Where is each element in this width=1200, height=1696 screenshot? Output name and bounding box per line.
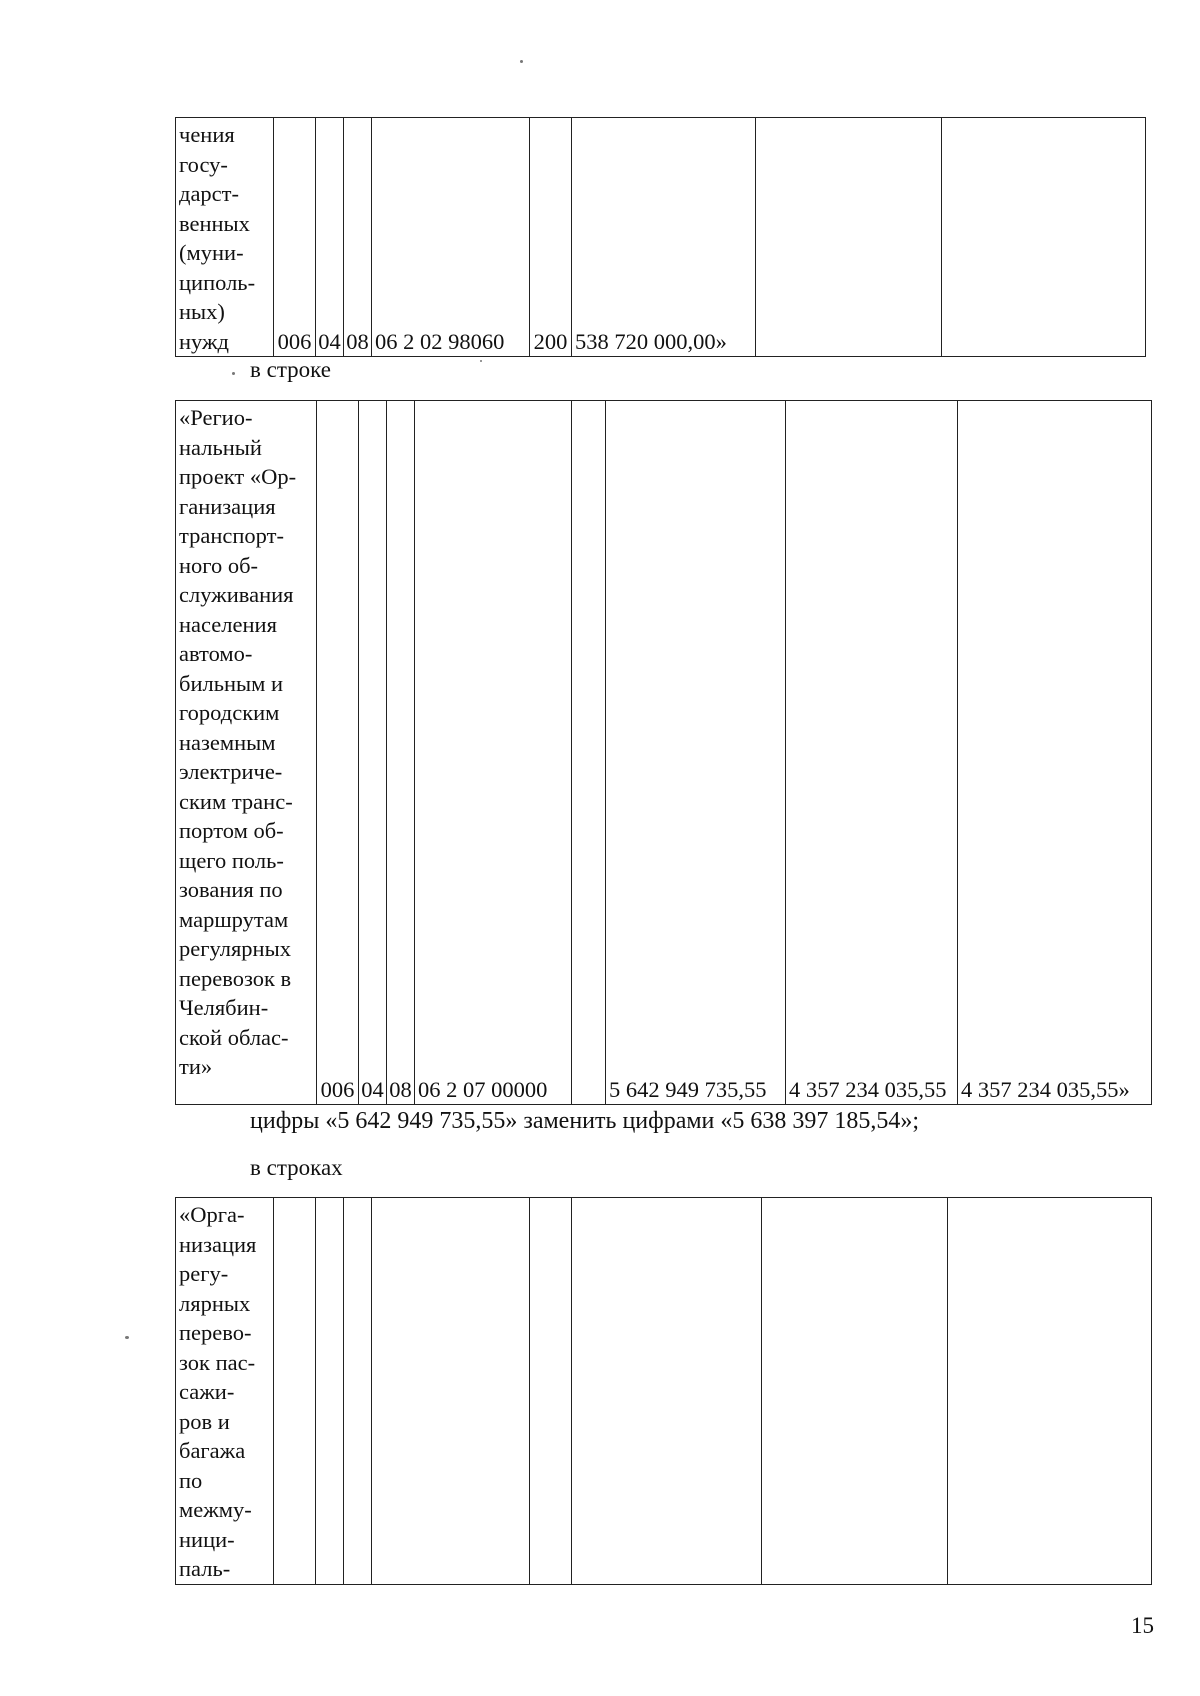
amount-year-1-cell: [572, 1198, 762, 1585]
budget-table-2: [175, 400, 1152, 1105]
amount-year-3-cell: 4 357 234 035,55»: [958, 401, 1152, 1105]
name-line: зок пас-: [179, 1349, 256, 1375]
instruction-line: цифры «5 642 949 735,55» заменить цифрами «5 638 397 185,54»;: [250, 1108, 920, 1134]
expense-type-cell: 200: [530, 118, 572, 357]
name-line: лярных: [179, 1290, 251, 1316]
name-line: ного об-: [179, 552, 259, 578]
name-line: ров и: [179, 1408, 230, 1434]
name-line: «Орга-: [179, 1202, 245, 1227]
name-line: багажа: [179, 1438, 246, 1463]
scan-speck: [232, 372, 235, 375]
name-line: (муни-: [179, 240, 244, 265]
budget-table-3: [175, 1197, 1152, 1585]
table-row: [176, 401, 1152, 1105]
name-line: паль-: [179, 1556, 231, 1581]
name-line: ской облас-: [179, 1024, 289, 1050]
budget-table-1: [175, 117, 1146, 357]
admin-code-cell: [274, 1198, 316, 1585]
name-line: зования по: [179, 877, 283, 902]
name-line: электриче-: [179, 759, 283, 784]
amount-year-1-cell: 5 642 949 735,55: [606, 401, 786, 1105]
amount-year-1-cell: 538 720 000,00»: [572, 118, 756, 357]
name-line: нальный: [179, 434, 262, 460]
target-article-cell: 06 2 02 98060: [372, 118, 530, 357]
name-line: маршрутам: [179, 906, 289, 932]
section-code-cell: 04: [359, 401, 387, 1105]
name-line: портом об-: [179, 818, 284, 843]
section-code-cell: [316, 1198, 344, 1585]
name-line: нужд: [179, 328, 229, 354]
name-line: наземным: [179, 729, 276, 755]
name-line: проект «Ор-: [179, 464, 297, 489]
name-line: венных: [179, 210, 250, 236]
name-line: ници-: [179, 1526, 235, 1552]
subsection-code-cell: 08: [344, 118, 372, 357]
scan-speck: [480, 360, 482, 362]
name-line: «Регио-: [179, 405, 253, 430]
name-line: по: [179, 1467, 203, 1493]
scan-speck: [520, 60, 523, 63]
amount-year-3-cell: [942, 118, 1146, 357]
admin-code-cell: 006: [274, 118, 316, 357]
instruction-line: в строке: [250, 357, 331, 382]
row-name-cell: [176, 401, 317, 1105]
name-line: госу-: [179, 151, 228, 177]
name-line: регу-: [179, 1261, 229, 1286]
name-line: циполь-: [179, 269, 256, 295]
name-line: ти»: [179, 1054, 213, 1079]
name-line: регулярных: [179, 936, 291, 961]
table-row: [176, 118, 1146, 357]
amount-year-2-cell: [762, 1198, 948, 1585]
section-code-cell: 04: [316, 118, 344, 357]
expense-type-cell: [530, 1198, 572, 1585]
name-line: транспорт-: [179, 523, 284, 548]
admin-code-cell: 006: [317, 401, 359, 1105]
name-line: ским транс-: [179, 788, 293, 814]
name-line: дарст-: [179, 181, 239, 206]
expense-type-cell: [572, 401, 606, 1105]
row-name-lines: [179, 120, 270, 356]
row-name-cell: [176, 118, 274, 357]
name-line: служивания: [179, 582, 294, 607]
page-number: 15: [1131, 1613, 1154, 1638]
name-line: населения: [179, 611, 277, 637]
amount-year-2-cell: [756, 118, 942, 357]
target-article-cell: 06 2 07 00000: [415, 401, 572, 1105]
name-line: ных): [179, 299, 225, 324]
row-name-lines: [179, 1200, 270, 1584]
name-line: ганизация: [179, 493, 276, 519]
row-name-cell: [176, 1198, 274, 1585]
name-line: межму-: [179, 1497, 252, 1522]
name-line: бильным и: [179, 670, 284, 696]
subsection-code-cell: [344, 1198, 372, 1585]
name-line: чения: [179, 122, 235, 147]
amount-year-2-cell: 4 357 234 035,55: [786, 401, 958, 1105]
instruction-line: в строках: [250, 1155, 343, 1180]
name-line: сажи-: [179, 1379, 235, 1404]
row-name-lines: [179, 403, 313, 1082]
target-article-cell: [372, 1198, 530, 1585]
name-line: перевозок в: [179, 965, 292, 991]
name-line: городским: [179, 700, 280, 725]
name-line: Челябин-: [179, 995, 269, 1020]
subsection-code-cell: 08: [387, 401, 415, 1105]
name-line: перево-: [179, 1320, 252, 1345]
name-line: автомо-: [179, 641, 253, 666]
table-row: [176, 1198, 1152, 1585]
name-line: низация: [179, 1231, 257, 1257]
amount-year-3-cell: [948, 1198, 1152, 1585]
scan-speck: [125, 1336, 129, 1339]
name-line: щего поль-: [179, 847, 284, 873]
